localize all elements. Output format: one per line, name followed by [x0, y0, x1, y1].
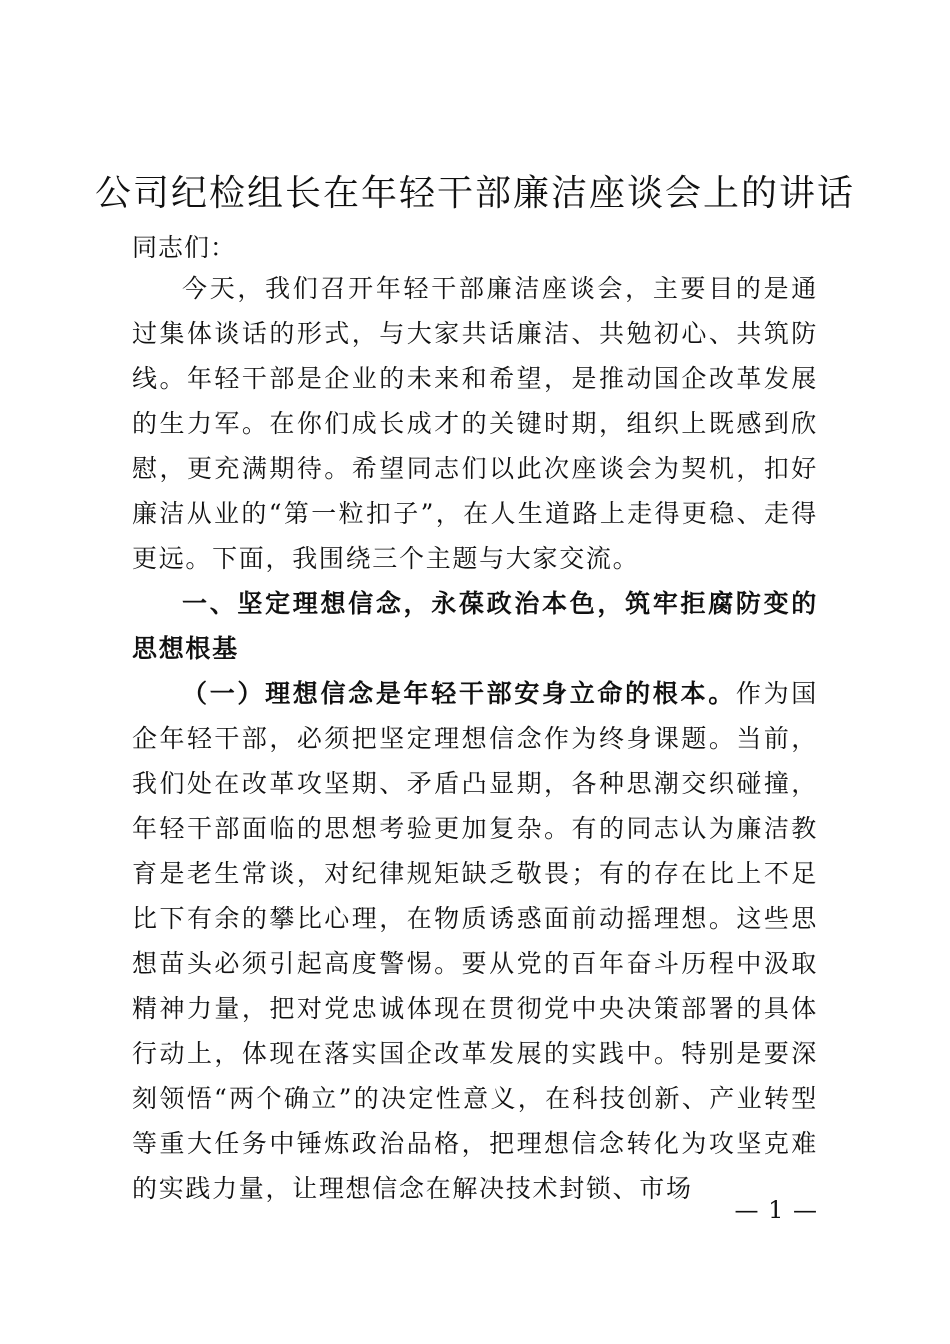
document-body: [132, 266, 818, 1211]
subsection-paragraph: [132, 671, 818, 1211]
document-title: 公司纪检组长在年轻干部廉洁座谈会上的讲话: [94, 173, 855, 214]
subsection-heading: （一）理想信念是年轻干部安身立命的根本。: [182, 679, 736, 708]
section-heading: 一、坚定理想信念，永葆政治本色，筑牢拒腐防变的思想根基: [132, 589, 818, 663]
page-number: — 1 —: [734, 1196, 818, 1224]
subsection-body: 作为国企年轻干部，必须把坚定理想信念作为终身课题。当前，我们处在改革攻坚期、矛盾凸显期，各种思潮交织碰撞，年轻干部面临的思想考验更加复杂。有的同志认为廉洁教育是老生常谈，对纪律规矩缺乏敬畏；有的存在比上不足比下有余的攀比心理，在物质诱惑面前动摇理想。这些思想苗头必须引起高度警惕。要从党的百年奋斗历程中汲取精神力量，把对党忠诚体现在贯彻党中央决策部署的具体行动上，体现在落实国企改革发展的实践中。特别是要深刻领悟“两个确立”的决定性意义，在科技创新、产业转型等重大任务中锤炼政治品格，把理想信念转化为攻坚克难的实践力量，让理想信念在解决技术封锁、市场: [132, 679, 818, 1203]
intro-paragraph: 今天，我们召开年轻干部廉洁座谈会，主要目的是通过集体谈话的形式，与大家共话廉洁、共勉初心、共筑防线。年轻干部是企业的未来和希望，是推动国企改革发展的生力军。在你们成长成才的关键时期，组织上既感到欣慰，更充满期待。希望同志们以此次座谈会为契机，扣好廉洁从业的“第一粒扣子”，在人生道路上走得更稳、走得更远。下面，我围绕三个主题与大家交流。: [132, 274, 818, 573]
salutation: 同志们：: [132, 233, 237, 262]
